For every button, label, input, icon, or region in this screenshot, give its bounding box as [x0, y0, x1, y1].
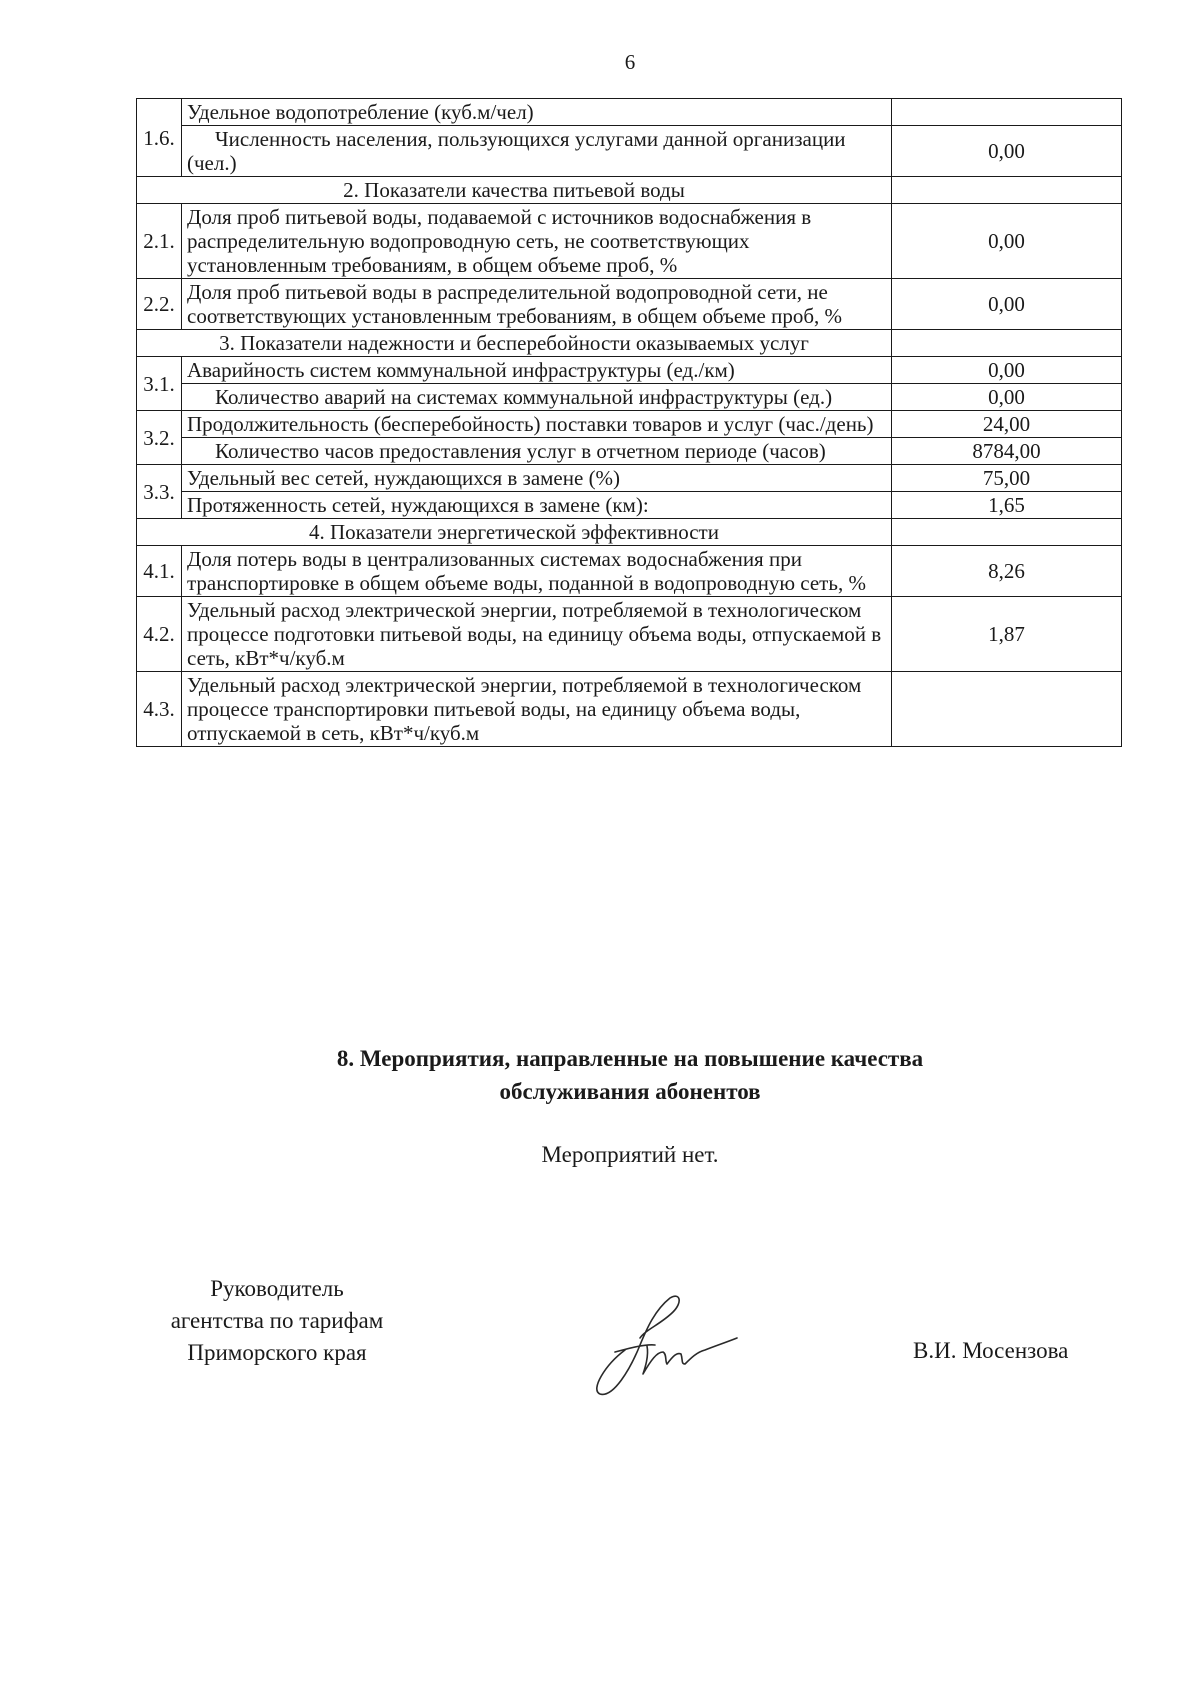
- indicator-name: Количество часов предоставления услуг в отчетном периоде (часов): [182, 438, 892, 465]
- indicator-name: Удельный расход электрической энергии, потребляемой в технологическом процессе транспортировки питьевой воды, на единицу объема воды, отпускаемой в сеть, кВт*ч/куб.м: [182, 672, 892, 747]
- page-number: 6: [624, 50, 636, 74]
- table-row: [137, 384, 1122, 411]
- indicator-value: 1,87: [892, 597, 1122, 672]
- indicator-name: Количество аварий на системах коммунальной инфраструктуры (ед.): [182, 384, 892, 411]
- signatory-title-line-3: Приморского края: [187, 1340, 367, 1365]
- indicator-value: 0,00: [892, 204, 1122, 279]
- indicator-value: 75,00: [892, 465, 1122, 492]
- indicator-name: Доля проб питьевой воды в распределительной водопроводной сети, не соответствующих установленным требованиям, в общем объеме проб, %: [182, 279, 892, 330]
- indicator-number: 1.6.: [137, 99, 182, 177]
- indicator-value: 0,00: [892, 126, 1122, 177]
- section-title: 3. Показатели надежности и бесперебойности оказываемых услуг: [137, 330, 892, 357]
- table-row: [137, 357, 1122, 384]
- indicator-name: Численность населения, пользующихся услугами данной организации (чел.): [182, 126, 892, 177]
- section-8-body: Мероприятий нет.: [541, 1142, 719, 1167]
- indicator-number: 2.2.: [137, 279, 182, 330]
- indicator-name: Удельный вес сетей, нуждающихся в замене (%): [182, 465, 892, 492]
- signatory-title: [132, 1273, 422, 1369]
- indicator-name: Доля проб питьевой воды, подаваемой с источников водоснабжения в распределительную водопроводную сеть, не соответствующих установленным требованиям, в общем объеме проб, %: [182, 204, 892, 279]
- indicator-number: 4.2.: [137, 597, 182, 672]
- section-value-cell: [892, 519, 1122, 546]
- indicator-value: 8784,00: [892, 438, 1122, 465]
- table-row: [137, 546, 1122, 597]
- table-row: [137, 279, 1122, 330]
- table-row: [137, 597, 1122, 672]
- section-row: [137, 519, 1122, 546]
- section-8-title-line-1: 8. Мероприятия, направленные на повышение качества: [336, 1046, 924, 1071]
- signatory-name: В.И. Мосензова: [913, 1338, 1069, 1363]
- signatory-title-line-1: Руководитель: [210, 1276, 344, 1301]
- section-title: 4. Показатели энергетической эффективности: [137, 519, 892, 546]
- indicator-value: [892, 672, 1122, 747]
- indicator-value: 0,00: [892, 384, 1122, 411]
- table-row: [137, 465, 1122, 492]
- section-title: 2. Показатели качества питьевой воды: [137, 177, 892, 204]
- signatory-title-line-2: агентства по тарифам: [170, 1308, 384, 1333]
- indicator-name: Аварийность систем коммунальной инфраструктуры (ед./км): [182, 357, 892, 384]
- indicators-table: [136, 98, 1122, 747]
- table-row: [137, 204, 1122, 279]
- table-row: [137, 438, 1122, 465]
- indicator-value: 0,00: [892, 357, 1122, 384]
- indicator-name: Удельное водопотребление (куб.м/чел): [182, 99, 892, 126]
- table-row: [137, 492, 1122, 519]
- section-value-cell: [892, 330, 1122, 357]
- indicator-value: 24,00: [892, 411, 1122, 438]
- indicator-number: 3.2.: [137, 411, 182, 465]
- indicator-value: 1,65: [892, 492, 1122, 519]
- handwritten-signature: [585, 1290, 745, 1400]
- indicator-value: 0,00: [892, 279, 1122, 330]
- section-8-title-line-2: обслуживания абонентов: [499, 1079, 761, 1104]
- indicators-table-body: [137, 99, 1122, 747]
- indicator-name: Протяженность сетей, нуждающихся в замене (км):: [182, 492, 892, 519]
- indicator-value: 8,26: [892, 546, 1122, 597]
- indicator-name: Доля потерь воды в централизованных системах водоснабжения при транспортировке в общем объеме воды, поданной в водопроводную сеть, %: [182, 546, 892, 597]
- indicator-number: 4.3.: [137, 672, 182, 747]
- indicator-name: Продолжительность (бесперебойность) поставки товаров и услуг (час./день): [182, 411, 892, 438]
- indicator-number: 2.1.: [137, 204, 182, 279]
- table-row: [137, 126, 1122, 177]
- indicator-value: [892, 99, 1122, 126]
- indicator-name: Удельный расход электрической энергии, потребляемой в технологическом процессе подготовки питьевой воды, на единицу объема воды, отпускаемой в сеть, кВт*ч/куб.м: [182, 597, 892, 672]
- section-8-heading: [0, 1042, 1200, 1108]
- table-row: [137, 99, 1122, 126]
- section-row: [137, 177, 1122, 204]
- table-row: [137, 672, 1122, 747]
- section-value-cell: [892, 177, 1122, 204]
- table-row: [137, 411, 1122, 438]
- indicator-number: 3.3.: [137, 465, 182, 519]
- indicator-number: 3.1.: [137, 357, 182, 411]
- indicator-number: 4.1.: [137, 546, 182, 597]
- section-row: [137, 330, 1122, 357]
